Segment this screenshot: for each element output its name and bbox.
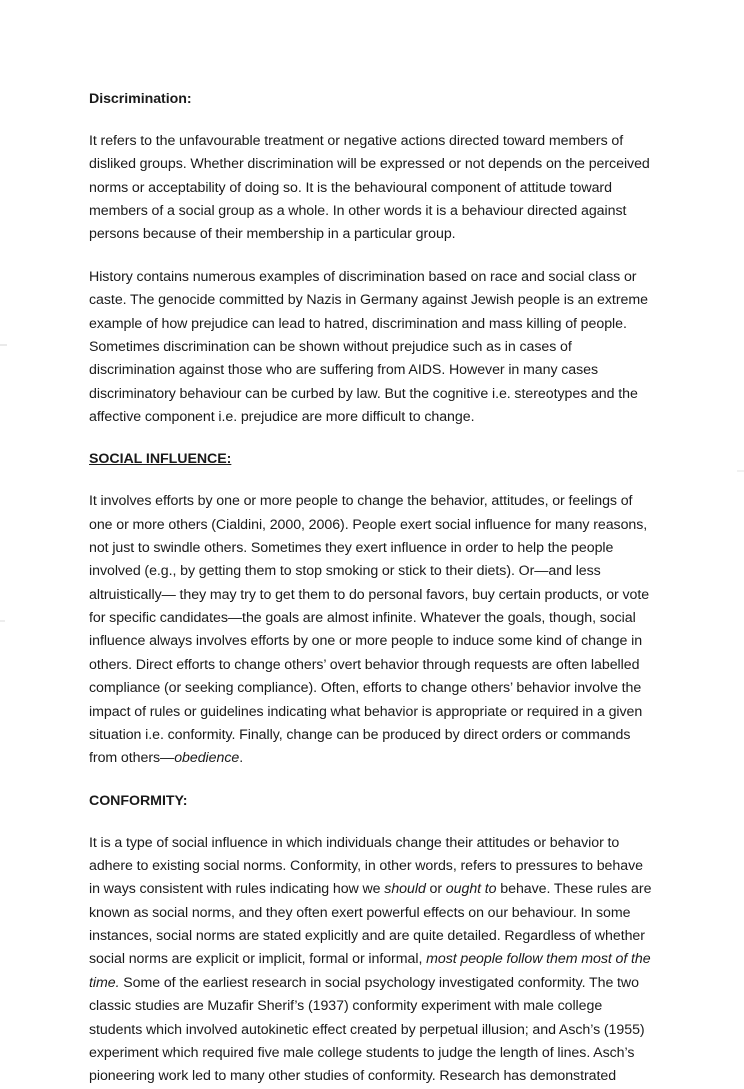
social-influence-heading: SOCIAL INFLUENCE: [89, 451, 232, 468]
scan-artifact-mark [0, 620, 5, 622]
spacer [89, 111, 657, 130]
spacer [89, 247, 657, 266]
spacer [89, 429, 657, 448]
social-influence-italic-obedience: obedience [174, 750, 240, 767]
conformity-text-run-1: It is a type of social influence in which individuals change their attitudes or behavior to adhere to existing social norms. Conformity, in other words, refers to pressures to behave in ways consistent with rules indicating how we [89, 834, 643, 898]
conformity-italic-should: should [384, 881, 426, 898]
spacer [89, 771, 657, 790]
social-influence-text-run-1: It involves efforts by one or more people to change the behavior, attitudes, or feelings of one or more others (Cialdini, 2000, 2006). People exert social influence for many reasons, not just to swindle others. Sometimes they exert influence in order to help the people involved (e.g., by getting them to stop smoking or stick to their diets). Or—and less altruistically— they may try to get them to do personal favors, buy certain products, or vote for specific candidates—the goals are almost infinite. Whatever the goals, though, social influence always involves efforts by one or more people to induce some kind of change in others. Direct efforts to change others’ overt behavior through requests are often labelled compliance (or seeking compliance). Often, efforts to change others’ behavior involve the impact of rules or guidelines indicating what behavior is appropriate or required in a given situation i.e. conformity. Finally, change can be produced by direct orders or commands from others— [89, 493, 650, 767]
conformity-text-run-3: behave. These rules are known as social norms, and they often exert powerful effects on our behaviour. In some instances, social norms are stated explicitly and are quite detailed. Regardless of whether social norms are explicit or implicit, formal or informal, [89, 881, 652, 968]
discrimination-paragraph-2: History contains numerous examples of discrimination based on race and social class or caste. The genocide committed by Nazis in Germany against Jewish people is an extreme example of how prejudice can lead to hatred, discrimination and mass killing of people. Sometimes discrimination can be shown without prejudice such as in cases of discrimination against those who are suffering from AIDS. However in many cases discriminatory behaviour can be curbed by law. But the cognitive i.e. stereotypes and the affective component i.e. prejudice are more difficult to change. [89, 268, 648, 425]
spacer [89, 471, 657, 490]
spacer [89, 813, 657, 832]
discrimination-heading: Discrimination: [89, 91, 192, 107]
conformity-paragraph [89, 832, 657, 1089]
scan-artifact-mark [737, 470, 744, 472]
social-influence-paragraph [89, 490, 657, 770]
conformity-heading: CONFORMITY: [89, 792, 188, 809]
social-influence-text-run-2: . [239, 750, 244, 767]
discrimination-paragraph-1: It refers to the unfavourable treatment or negative actions directed toward members of disliked groups. Whether discrimination will be expressed or not depends on the perceived norms or acceptability of doing so. It is the behavioural component of attitude toward members of a social group as a whole. In other words it is a behaviour directed against persons because of their membership in a particular group. [89, 133, 650, 243]
document-text-body [89, 88, 657, 1089]
conformity-text-run-4: Some of the earliest research in social psychology investigated conformity. The two classic studies are Muzafir Sherif’s (1937) conformity experiment with male college students which involved autokinetic effect created by perpetual illusion; and Asch’s (1955) experiment which required five male college students to judge the length of lines. Asch’s pioneering work led to many other studies of conformity. Research has demonstrated [89, 974, 645, 1085]
conformity-italic-most-people-follow: most people follow them most of the time. [89, 951, 651, 991]
scan-artifact-mark [0, 344, 7, 346]
conformity-italic-ought-to: ought to [445, 881, 497, 898]
conformity-text-run-2: or [425, 881, 446, 898]
